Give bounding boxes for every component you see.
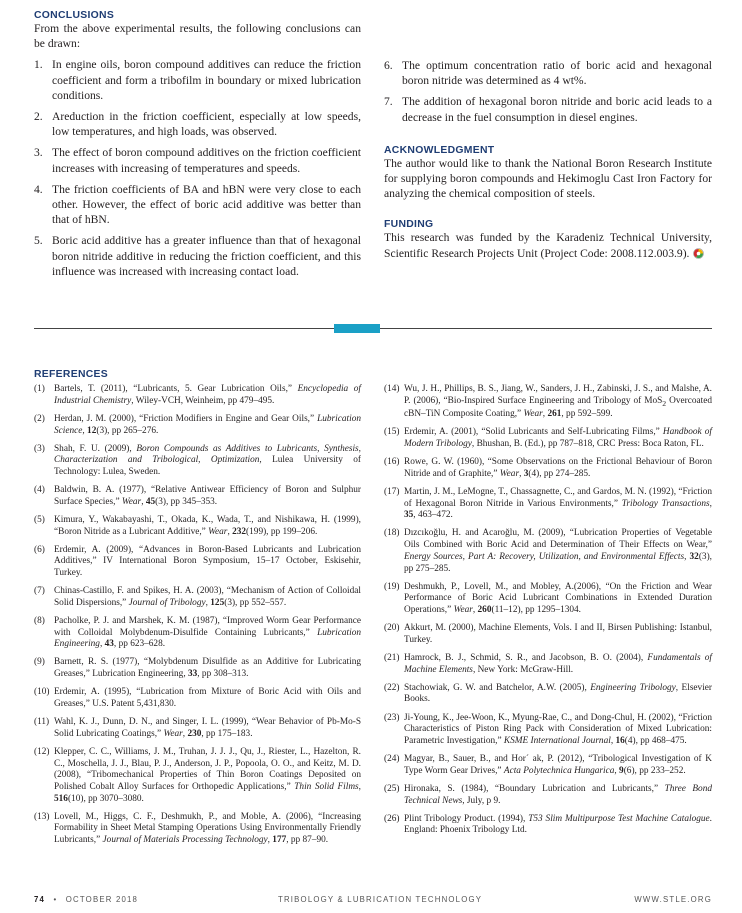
reference-item bbox=[384, 582, 712, 617]
reference-text: Erdemir, A. (2001), “Solid Lubricants and Self-Lubricating Films,” Handbook of Modern Tribology, Bhushan, B. (Ed.), pp 787–818, CRC Press: Boca Raton, FL. bbox=[404, 427, 712, 450]
reference-text: Lovell, M., Higgs, C. F., Deshmukh, P., and Moble, A. (2006), “Increasing Formability in Sheet Metal Stamping Operations Using Environmentally Friendly Lubricants,” Journal of Materials Processing Technology, 177, pp 87–90. bbox=[54, 811, 361, 846]
reference-item bbox=[384, 487, 712, 522]
reference-text: Wu, J. H., Phillips, B. S., Jiang, W., Sanders, J. H., Zabinski, J. S., and Malshe, A. P. (2006), “Bio-Inspired Surface Engineering and Tribology of MoS$_2$ Overcoated cBN–TiN Composite Coating,” Wear, 261, pp 592–599. bbox=[404, 384, 712, 420]
reference-number: (22) bbox=[384, 682, 400, 693]
reference-number: (8) bbox=[34, 615, 45, 626]
reference-number: (11) bbox=[34, 717, 50, 728]
list-number: 5. bbox=[34, 234, 43, 248]
conclusions-heading: CONCLUSIONS bbox=[34, 10, 115, 21]
list-number: 3. bbox=[34, 146, 43, 160]
reference-number: (5) bbox=[34, 514, 45, 525]
list-item bbox=[34, 109, 361, 139]
reference-number: (2) bbox=[34, 413, 45, 424]
reference-number: (25) bbox=[384, 783, 400, 794]
reference-number: (1) bbox=[34, 384, 45, 394]
list-number: 6. bbox=[384, 59, 393, 72]
reference-text: Hironaka, S. (1984), “Boundary Lubrication and Lubricants,” Three Bond Technical News, July, p 9. bbox=[404, 783, 712, 806]
divider-accent-bar bbox=[334, 324, 380, 333]
references-heading: REFERENCES bbox=[34, 369, 109, 380]
references-right bbox=[384, 384, 712, 843]
reference-number: (13) bbox=[34, 811, 50, 822]
right-column bbox=[384, 10, 712, 261]
reference-text: Klepper, C. C., Williams, J. M., Truhan, J. J. J., Qu, J., Riester, L., Hazelton, R. C., Moschella, J. J., Blau, P. J., Anderson, J. P., Popoola, O. O., and Keitz, M. D. (2008), “Tribomechanical Properties of Thin Boron Coatings Deposited on Polished Cobalt Alloy Surfaces for Orthopedic Applications,” Thin Solid Films, 516(10), pp 3070–3080. bbox=[54, 746, 361, 804]
reference-item bbox=[34, 747, 361, 806]
reference-item bbox=[34, 616, 361, 651]
reference-text: Plint Tribology Product. (1994), T53 Slim Multipurpose Test Machine Catalogue. England: Phoenix Tribology Ltd. bbox=[404, 813, 712, 836]
reference-item bbox=[384, 713, 712, 748]
website-link[interactable]: WWW.STLE.ORG bbox=[634, 895, 712, 904]
reference-text: Hamrock, B. J., Schmid, S. R., and Jacobson, B. O. (2004), Fundamentals of Machine Elements, New York: McGraw-Hill. bbox=[404, 652, 713, 675]
funding-text-body: This research was funded by the Karadeniz Technical University, Scientific Research Projects Unit (Project Code: 2008.112.003.9). bbox=[384, 231, 712, 260]
list-number: 1. bbox=[34, 58, 43, 72]
reference-item bbox=[34, 485, 361, 508]
reference-number: (23) bbox=[384, 712, 400, 723]
reference-text: Erdemir, A. (2009), “Advances in Boron-Based Lubricants and Lubrication Additives,” IV International Boron Symposium, 15–17 October, Eskisehir, Turkey. bbox=[54, 544, 361, 579]
reference-number: (16) bbox=[384, 457, 400, 468]
reference-number: (4) bbox=[34, 485, 45, 496]
reference-text: Akkurt, M. (2000), Machine Elements, Vols. I and II, Birsen Publishing: Istanbul, Turkey. bbox=[404, 623, 712, 645]
reference-text: Herdan, J. M. (2000), “Friction Modifiers in Engine and Gear Oils,” Lubrication Science, 12(3), pp 265–276. bbox=[54, 413, 361, 436]
reference-item bbox=[384, 623, 712, 646]
reference-text: Erdemir, A. (1995), “Lubrication from Mixture of Boric Acid with Oils and Greases,” U.S. Patent 5,431,830. bbox=[54, 687, 361, 709]
reference-item bbox=[34, 444, 361, 479]
conclusions-intro: From the above experimental results, the following conclusions can be drawn: bbox=[34, 22, 361, 51]
reference-item bbox=[384, 528, 712, 575]
funding-heading: FUNDING bbox=[384, 219, 434, 231]
reference-text: Magyar, B., Sauer, B., and Hor´ ak, P. (2012), “Tribological Investigation of K Type Worm Gear Drives,” Acta Polytechnica Hungarica, 9(6), pp 233–252. bbox=[404, 754, 712, 776]
reference-item bbox=[34, 812, 361, 847]
list-item bbox=[34, 145, 361, 175]
reference-number: (18) bbox=[384, 528, 400, 539]
list-text: The addition of hexagonal boron nitride and boric acid leads to a decrease in the fuel consumption in diesel engines. bbox=[402, 95, 712, 124]
list-text: The friction coefficients of BA and hBN were very close to each other. However, the effect of boric acid additive was better than that of hBN. bbox=[52, 182, 361, 227]
acknowledgment-heading: ACKNOWLEDGMENT bbox=[384, 144, 495, 156]
reference-text: Pacholke, P. J. and Marshek, K. M. (1987), “Improved Worm Gear Performance with Colloidal Molybdenum-Disulfide Containing Lubricants,” Lubrication Engineering, 43, pp 623–628. bbox=[54, 615, 361, 650]
reference-item bbox=[384, 814, 712, 837]
reference-number: (10) bbox=[34, 687, 50, 698]
reference-item bbox=[34, 384, 361, 407]
list-number: 7. bbox=[384, 95, 393, 109]
list-text: Areduction in the friction coefficient, especially at low speeds, low temperatures, and high loads, was observed. bbox=[52, 110, 361, 139]
reference-text: Rowe, G. W. (1960), “Some Observations on the Frictional Behaviour of Boron Nitride and of Graphite,” Wear, 3(4), pp 274–285. bbox=[404, 457, 712, 479]
reference-item bbox=[34, 586, 361, 609]
reference-item bbox=[34, 687, 361, 710]
reference-item bbox=[34, 545, 361, 580]
reference-text: Ji-Young, K., Jee-Woon, K., Myung-Rae, C., and Dong-Chul, H. (2002), “Friction Characteristics of Piston Ring Pack with Consideration of Mixed Lubrication: Parametric Investigation,” KSME International Journal, 16(4), pp 468–475. bbox=[404, 712, 712, 746]
reference-item bbox=[384, 427, 712, 450]
reference-number: (17) bbox=[384, 486, 400, 497]
reference-text: Martin, J. M., LeMogne, T., Chassagnette, C., and Gardos, M. N. (1992), “Friction of Hexagonal Boron Nitride in Various Environments,” Tribology Transactions, 35, 463–472. bbox=[404, 486, 712, 521]
list-item bbox=[34, 233, 361, 279]
reference-number: (3) bbox=[34, 443, 45, 454]
reference-text: Barnett, R. S. (1977), “Molybdenum Disulfide as an Additive for Lubricating Greases,” Lubrication Engineering, 33, pp 308–313. bbox=[54, 657, 361, 680]
reference-number: (15) bbox=[384, 427, 400, 438]
left-column bbox=[34, 10, 361, 279]
reference-number: (9) bbox=[34, 657, 45, 668]
journal-name: TRIBOLOGY & LUBRICATION TECHNOLOGY bbox=[278, 895, 483, 904]
list-number: 2. bbox=[34, 110, 43, 124]
reference-number: (20) bbox=[384, 623, 400, 634]
reference-number: (21) bbox=[384, 652, 400, 663]
footer-separator: • bbox=[53, 895, 58, 904]
divider-right bbox=[380, 328, 712, 329]
list-item bbox=[384, 58, 712, 88]
reference-item bbox=[34, 414, 361, 437]
reference-item bbox=[384, 457, 712, 480]
reference-item bbox=[34, 717, 361, 740]
reference-item bbox=[384, 784, 712, 807]
list-item bbox=[34, 57, 361, 103]
reference-number: (19) bbox=[384, 581, 400, 592]
list-item bbox=[384, 94, 712, 124]
acknowledgment-text: The author would like to thank the National Boron Research Institute for supplying boron compounds and Hekimoglu Cast Iron Factory for analyzing the chemical composition of steels. bbox=[384, 156, 712, 201]
reference-number: (6) bbox=[34, 544, 45, 555]
reference-text: Dızcıkoğlu, H. and Acaroğlu, M. (2009), “Lubrication Properties of Vegetable Oils Combined with Boric Acid and Determination of Their Effects on Wear,” Energy Sources, Part A: Recovery, Utilization, and Environmental Effects, 32(3), pp 275–285. bbox=[404, 528, 712, 574]
list-item bbox=[34, 182, 361, 228]
reference-number: (12) bbox=[34, 746, 50, 757]
issue-date: OCTOBER 2018 bbox=[65, 895, 139, 904]
list-text: In engine oils, boron compound additives can reduce the friction coefficient and form a tribofilm in boundary or mixed lubrication conditions. bbox=[52, 58, 361, 102]
reference-number: (26) bbox=[384, 813, 400, 824]
reference-text: Shah, F. U. (2009), Boron Compounds as Additives to Lubricants, Synthesis, Characterization and Tribological, Optimization, Lulea University of Technology: Lulea, Sweden. bbox=[54, 443, 361, 477]
list-text: Boric acid additive has a greater influence than that of hexagonal boron nitride additive in reducing the friction coefficient, and this influence was increased with increasing contact load. bbox=[52, 234, 361, 278]
reference-item bbox=[34, 515, 361, 538]
reference-text: Deshmukh, P., Lovell, M., and Mobley, A.(2006), “On the Friction and Wear Performance of Boric Acid Lubricant Combinations in Extended Duration Operations,” Wear, 260(11–12), pp 1295–1304. bbox=[404, 581, 712, 616]
reference-item bbox=[384, 754, 712, 777]
reference-item bbox=[384, 384, 712, 421]
reference-number: (7) bbox=[34, 586, 45, 597]
reference-text: Kimura, Y., Wakabayashi, T., Okada, K., Wada, T., and Nishikawa, H. (1999), “Boron Nitride as a Lubricant Additive,” Wear, 232(199), pp 199–206. bbox=[54, 514, 361, 537]
reference-number: (14) bbox=[384, 384, 400, 394]
reference-text: Stachowiak, G. W. and Batchelor, A.W. (2005), Engineering Tribology, Elsevier Books. bbox=[404, 682, 713, 705]
reference-item bbox=[384, 683, 712, 706]
references-left bbox=[34, 384, 361, 853]
reference-item bbox=[384, 653, 712, 676]
page-number: 74 bbox=[34, 895, 46, 904]
reference-text: Bartels, T. (2011), “Lubricants, 5. Gear Lubrication Oils,” Encyclopedia of Industrial Chemistry, Wiley-VCH, Weinheim, pp 479–495. bbox=[54, 384, 361, 406]
list-text: The optimum concentration ratio of boric acid and hexagonal boron nitride was determined as 4 wt%. bbox=[402, 59, 712, 88]
divider-left bbox=[34, 328, 334, 329]
list-number: 4. bbox=[34, 182, 43, 196]
reference-text: Chinas-Castillo, F. and Spikes, H. A. (2003), “Mechanism of Action of Colloidal Solid Dispersions,” Journal of Tribology, 125(3), pp 552–557. bbox=[54, 586, 361, 608]
reference-number: (24) bbox=[384, 754, 400, 765]
reference-item bbox=[34, 657, 361, 680]
crossmark-icon[interactable] bbox=[693, 248, 704, 259]
funding-text bbox=[384, 230, 712, 260]
list-text: The effect of boron compound additives on the friction coefficient increases with increasing of temperatures and speeds. bbox=[52, 146, 361, 175]
reference-text: Wahl, K. J., Dunn, D. N., and Singer, I. L. (1999), “Wear Behavior of Pb-Mo-S Solid Lubricating Coatings,” Wear, 230, pp 175–183. bbox=[54, 717, 361, 739]
reference-text: Baldwin, B. A. (1977), “Relative Antiwear Efficiency of Boron and Sulphur Surface Species,” Wear, 45(3), pp 345–353. bbox=[54, 485, 361, 507]
footer-left bbox=[34, 895, 138, 904]
